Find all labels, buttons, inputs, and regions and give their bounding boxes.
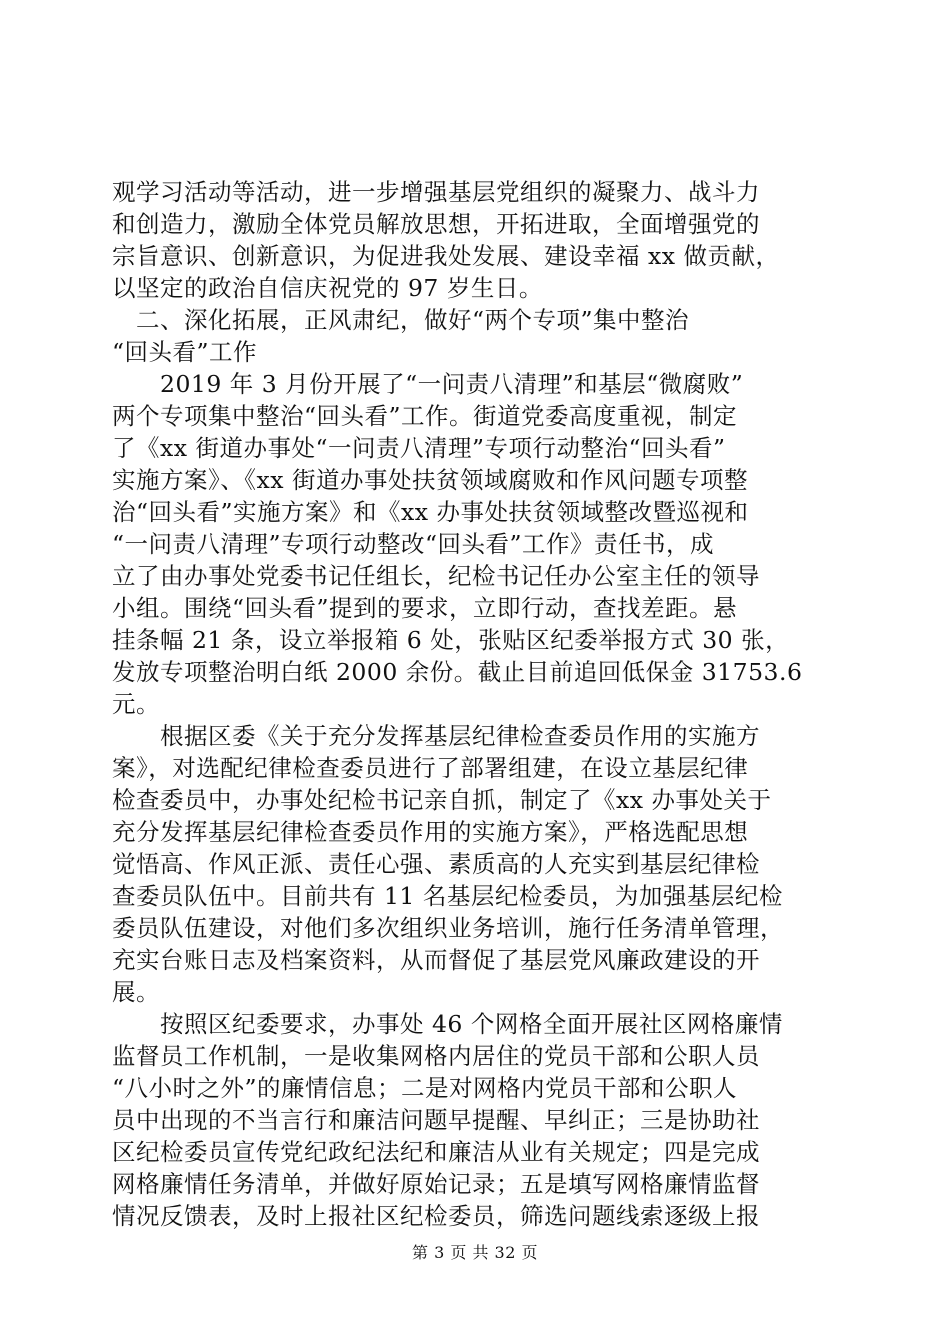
body-text-line: “八小时之外”的廉情信息；二是对网格内党员干部和公职人 — [112, 1074, 738, 1102]
page-footer: 第 3 页 共 32 页 — [412, 1243, 538, 1262]
body-text-line: 小组。围绕“回头看”提到的要求，立即行动，查找差距。悬 — [112, 594, 738, 622]
body-text-line: 查委员队伍中。目前共有 11 名基层纪检委员，为加强基层纪检 — [112, 882, 783, 910]
body-text-line: 员中出现的不当言行和廉洁问题早提醒、早纠正；三是协助社 — [112, 1106, 760, 1134]
body-text-line: 以坚定的政治自信庆祝党的 97 岁生日。 — [112, 274, 543, 302]
body-text-line: 和创造力，激励全体党员解放思想，开拓进取，全面增强党的 — [112, 210, 760, 238]
body-text-line: 实施方案》、《xx 街道办事处扶贫领域腐败和作风问题专项整 — [112, 466, 748, 494]
section-heading: 二、深化拓展，正风肃纪，做好“两个专项”集中整治 — [112, 306, 690, 334]
body-text-line: 宗旨意识、创新意识，为促进我处发展、建设幸福 xx 做贡献， — [112, 242, 780, 270]
body-text-line: 根据区委《关于充分发挥基层纪律检查委员作用的实施方 — [112, 722, 760, 750]
body-text-line: 觉悟高、作风正派、责任心强、素质高的人充实到基层纪律检 — [112, 850, 760, 878]
body-text-line: 委员队伍建设，对他们多次组织业务培训，施行任务清单管理， — [112, 914, 784, 942]
body-text-line: “一问责八清理”专项行动整改“回头看”工作》责任书，成 — [112, 530, 715, 558]
body-text-line: 充实台账日志及档案资料，从而督促了基层党风廉政建设的开 — [112, 946, 760, 974]
section-heading: “回头看”工作 — [112, 338, 258, 366]
body-text-line: 区纪检委员宣传党纪政纪法纪和廉洁从业有关规定；四是完成 — [112, 1138, 760, 1166]
body-text-line: 了《xx 街道办事处“一问责八清理”专项行动整治“回头看” — [112, 434, 726, 462]
body-text-line: 2019 年 3 月份开展了“一问责八清理”和基层“微腐败” — [112, 370, 744, 398]
body-text-line: 检查委员中，办事处纪检书记亲自抓，制定了《xx 办事处关于 — [112, 786, 772, 814]
body-text-line: 情况反馈表，及时上报社区纪检委员，筛选问题线索逐级上报 — [112, 1202, 760, 1230]
body-text-line: 治“回头看”实施方案》和《xx 办事处扶贫领域整改暨巡视和 — [112, 498, 749, 526]
body-text-line: 两个专项集中整治“回头看”工作。街道党委高度重视，制定 — [112, 402, 738, 430]
body-text-line: 按照区纪委要求，办事处 46 个网格全面开展社区网格廉情 — [112, 1010, 783, 1038]
body-text-line: 挂条幅 21 条，设立举报箱 6 处，张贴区纪委举报方式 30 张， — [112, 626, 790, 654]
body-text-line: 监督员工作机制，一是收集网格内居住的党员干部和公职人员 — [112, 1042, 760, 1070]
body-text-line: 展。 — [112, 978, 160, 1006]
body-text-line: 观学习活动等活动，进一步增强基层党组织的凝聚力、战斗力 — [112, 178, 760, 206]
body-text-line: 充分发挥基层纪律检查委员作用的实施方案》，严格选配思想 — [112, 818, 749, 846]
body-text-line: 案》，对选配纪律检查委员进行了部署组建，在设立基层纪律 — [112, 754, 749, 782]
body-text-line: 网格廉情任务清单，并做好原始记录；五是填写网格廉情监督 — [112, 1170, 760, 1198]
body-text-line: 立了由办事处党委书记任组长，纪检书记任办公室主任的领导 — [112, 562, 760, 590]
body-text-line: 元。 — [112, 690, 160, 718]
body-text-line: 发放专项整治明白纸 2000 余份。截止目前追回低保金 31753.6 — [112, 658, 803, 686]
